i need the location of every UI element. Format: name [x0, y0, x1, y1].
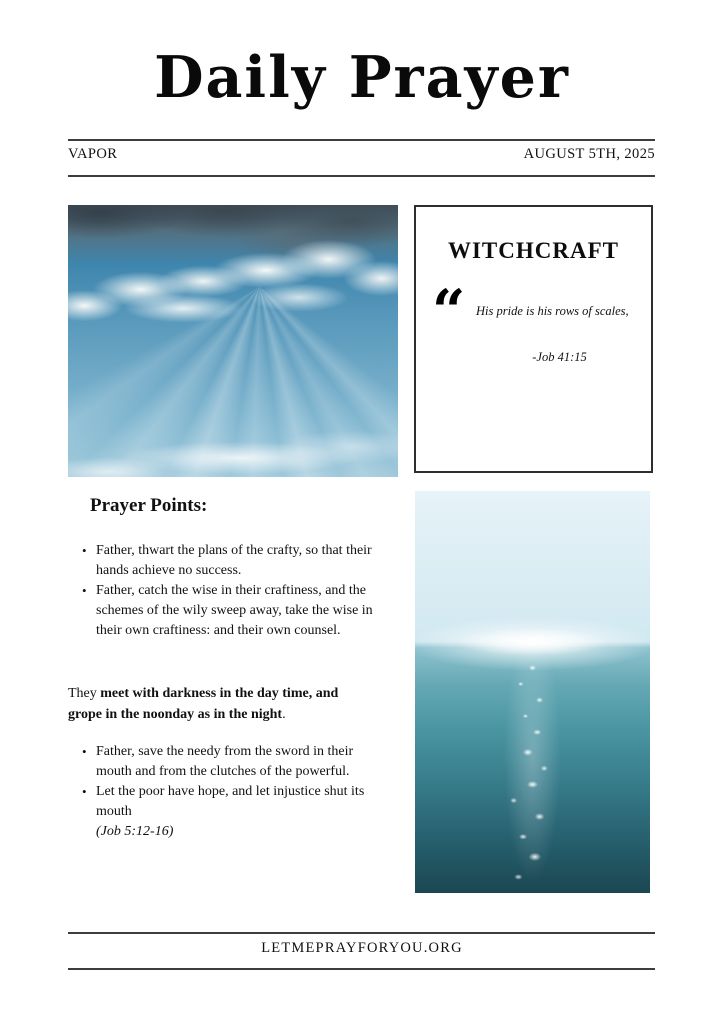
list-item: [68, 782, 390, 842]
masthead-rule-top: [68, 139, 655, 141]
masthead-row: [68, 146, 655, 163]
prayer-points-heading: Prayer Points:: [90, 495, 208, 516]
feature-quote-citation: -Job 41:15: [532, 350, 587, 364]
issue-date: AUGUST 5TH, 2025: [523, 146, 655, 162]
list-item-text: Let the poor have hope, and let injustice shut its mouth: [96, 784, 365, 819]
list-item: • Father, thwart the plans of the crafty, so that their hands achieve no success.: [68, 541, 390, 581]
sky-sunrays-image: [68, 205, 398, 477]
feature-quote-text: His pride is his rows of scales,: [476, 304, 629, 318]
verse-citation: (Job 5:12-16): [96, 824, 174, 839]
feature-quote-row: [432, 277, 639, 345]
feature-heading: WITCHCRAFT: [447, 238, 619, 263]
masthead-rule-bottom: [68, 175, 655, 177]
list-item: • Father, catch the wise in their craftiness, and the schemes of the wily sweep away, take the wise in their own craftiness: and their own counsel.: [68, 581, 390, 641]
feature-quote-box: [414, 205, 653, 473]
page-title: Daily Prayer: [154, 44, 570, 111]
publication-name: VAPOR: [68, 146, 118, 162]
emphasis-paragraph: [68, 683, 373, 725]
footer-rule-bottom: [68, 968, 655, 970]
emphasis-bold-text: meet with darkness in the day time, and grope in the noonday as in the night: [68, 686, 339, 722]
ocean-sun-glitter-image: [415, 491, 650, 893]
footer-site-url: LETMEPRAYFORYOU.ORG: [261, 940, 463, 956]
emphasis-suffix: .: [282, 707, 286, 722]
list-item: • Father, save the needy from the sword in their mouth and from the clutches of the powerful.: [68, 742, 390, 782]
footer-rule-top: [68, 932, 655, 934]
prayer-points-list-bottom: [68, 742, 390, 842]
emphasis-prefix: They: [68, 686, 101, 701]
quote-icon: “: [432, 277, 462, 345]
prayer-points-list-top: [68, 541, 390, 641]
